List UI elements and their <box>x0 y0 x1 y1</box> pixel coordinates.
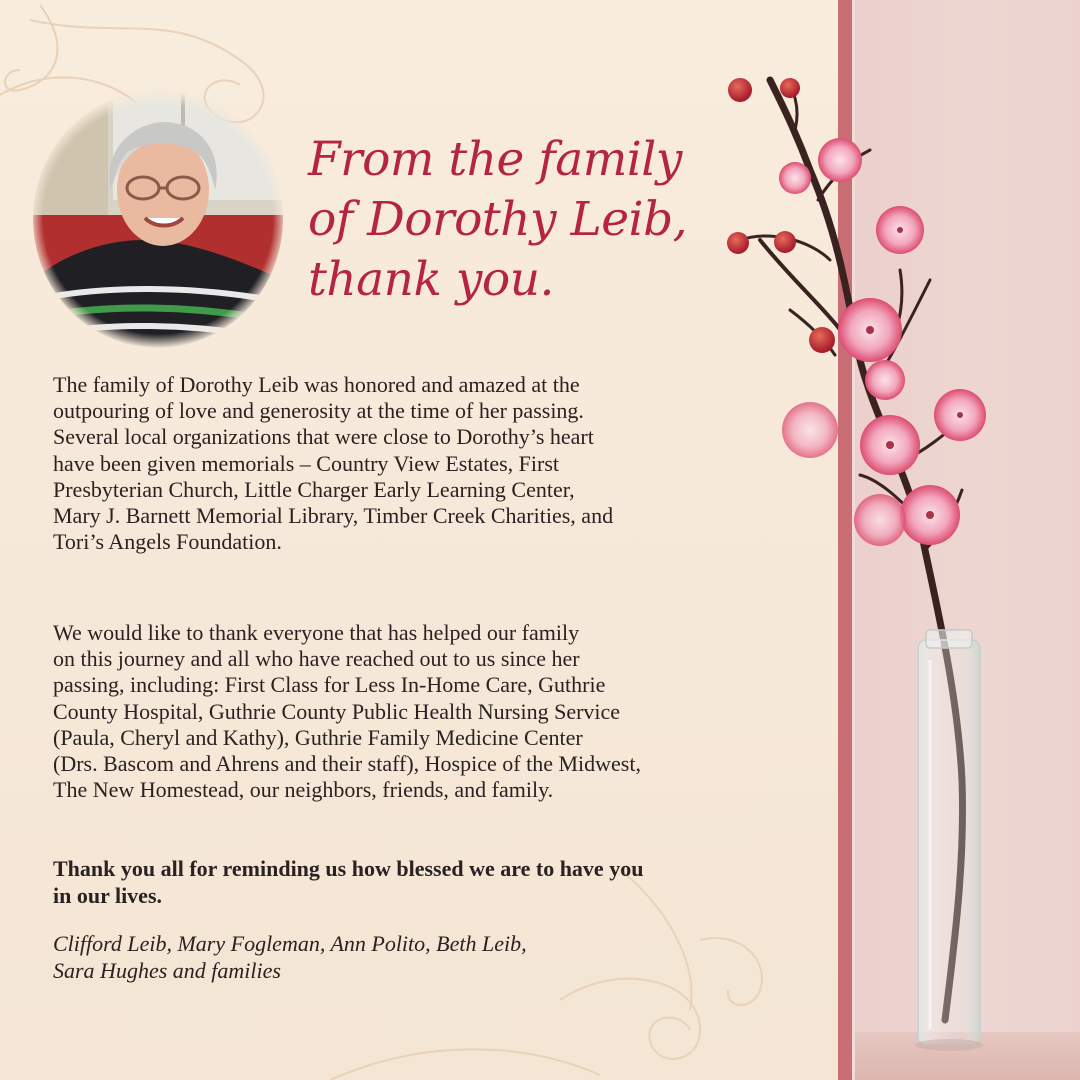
text-line: outpouring of love and generosity at the time of her passing. <box>53 398 584 424</box>
text-line: Tori’s Angels Foundation. <box>53 529 282 555</box>
signature-line-1: Clifford Leib, Mary Fogleman, Ann Polito, Beth Leib, <box>53 931 527 956</box>
portrait-photo <box>33 90 283 348</box>
text-line: The family of Dorothy Leib was honored and amazed at the <box>53 372 580 397</box>
headline-line-3: thank you. <box>308 252 554 307</box>
portrait-illustration <box>33 90 283 348</box>
text-line: We would like to thank everyone that has helped our family <box>53 620 580 645</box>
closing-line-1: Thank you all for reminding us how blessed we are to have you <box>53 856 644 881</box>
text-line: on this journey and all who have reached out to us since her <box>53 646 580 672</box>
headline <box>308 130 768 310</box>
signature-line-2: Sara Hughes and families <box>53 958 281 983</box>
text-line: County Hospital, Guthrie County Public Health Nursing Service <box>53 698 621 724</box>
text-line: (Paula, Cheryl and Kathy), Guthrie Family Medicine Center <box>53 724 583 750</box>
text-line: Presbyterian Church, Little Charger Early Learning Center, <box>53 476 575 502</box>
closing-line-2: in our lives. <box>53 882 163 908</box>
headline-line-1: From the family <box>308 132 682 187</box>
text-line: passing, including: First Class for Less In-Home Care, Guthrie <box>53 672 606 698</box>
headline-line-2: of Dorothy Leib, <box>308 192 688 247</box>
text-line: Mary J. Barnett Memorial Library, Timber Creek Charities, and <box>53 503 614 529</box>
text-line: The New Homestead, our neighbors, friends, and family. <box>53 777 554 803</box>
cherry-blossom-vase <box>700 60 1080 1060</box>
text-line: (Drs. Bascom and Ahrens and their staff), Hospice of the Midwest, <box>53 751 641 777</box>
text-line: Several local organizations that were close to Dorothy’s heart <box>53 424 594 450</box>
text-line: have been given memorials – Country View Estates, First <box>53 450 560 476</box>
